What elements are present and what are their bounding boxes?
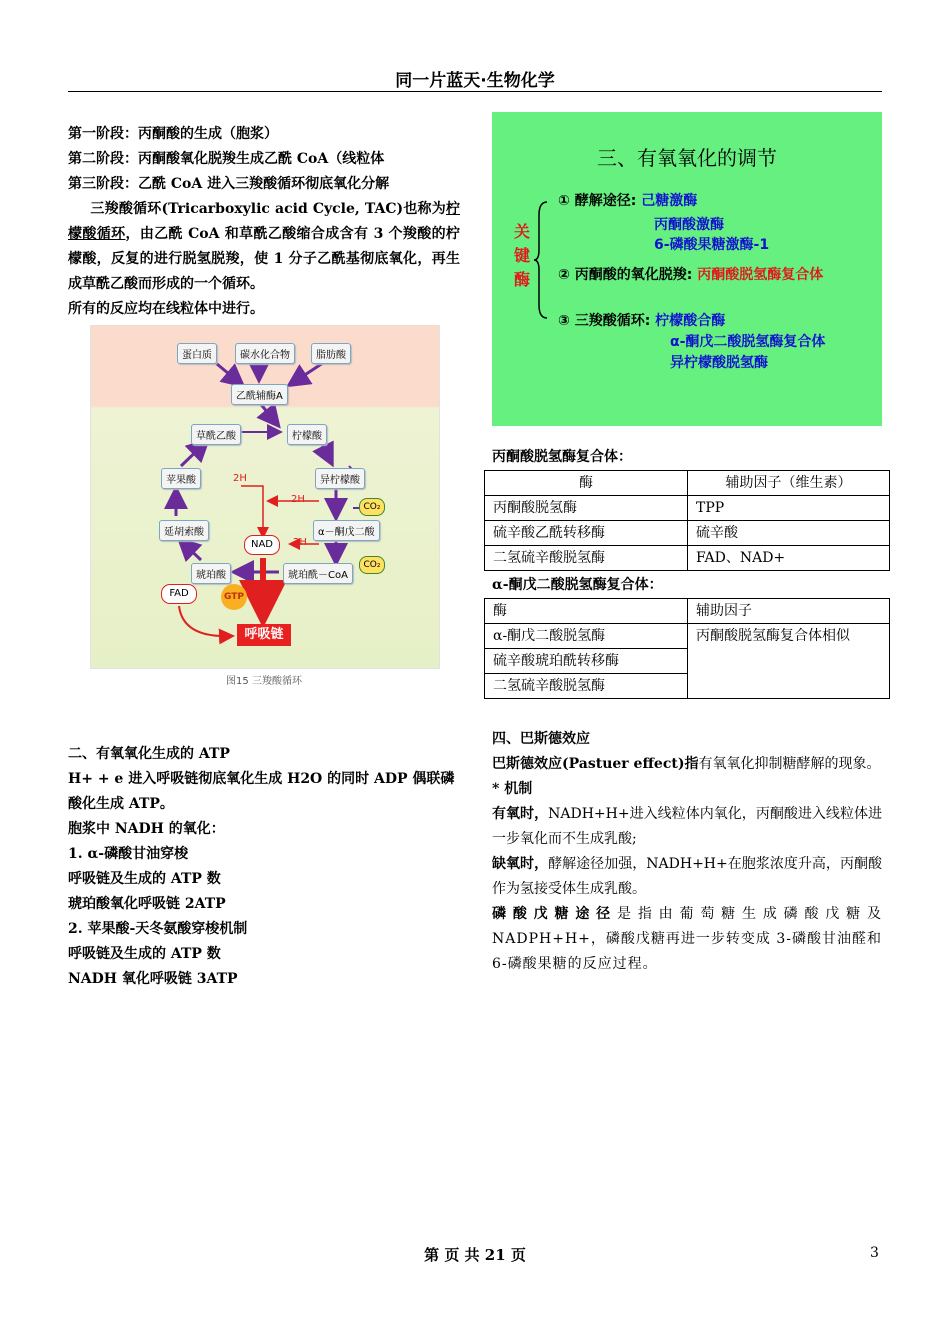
tac-paragraph	[68, 197, 460, 297]
anaerobic-text	[492, 852, 882, 902]
anaerobic-rest: 酵解途径加强，NADH+H+在胞浆浓度升高，丙酮酸作为氢接受体生成乳酸。	[492, 856, 883, 897]
aerobic-text	[492, 802, 882, 852]
table2-label: α-酮戊二酸脱氢酶复合体：	[492, 577, 663, 593]
reg-enzyme-hexokinase: 己糖激酶	[641, 193, 698, 209]
section-atp-line-5: 琥珀酸氧化呼吸链 2ATP	[68, 896, 226, 912]
table-header: 酶	[485, 599, 688, 624]
table-header: 辅助因子	[688, 599, 890, 624]
stage-3: 第三阶段：乙酰 CoA 进入三羧酸循环彻底氧化分解	[68, 176, 390, 192]
table-cell: 硫辛酸	[688, 521, 890, 546]
node-isocitrate: 异柠檬酸	[315, 468, 365, 489]
gtp-badge: GTP	[221, 584, 247, 610]
key-enzyme-char-2: 键	[514, 246, 531, 265]
aerobic-bold: 有氧时，	[492, 806, 549, 822]
section-atp-line-4: 呼吸链及生成的 ATP 数	[68, 871, 221, 887]
regulation-slide	[492, 112, 882, 426]
section-atp-line-8: NADH 氧化呼吸链 3ATP	[68, 971, 238, 987]
anaerobic-bold: 缺氧时，	[492, 856, 549, 872]
reg-enzyme-citrate-synthase: 柠檬酸合酶	[655, 313, 726, 329]
section-atp-line-3: 1. α-磷酸甘油穿梭	[68, 846, 189, 862]
reg-enzyme-pdh: 丙酮酸脱氢酶复合体	[697, 267, 824, 283]
reg-enzyme-pyruvate-kinase: 丙酮酸激酶	[654, 217, 724, 233]
brace-icon	[534, 200, 548, 320]
left-intro	[68, 122, 460, 322]
section-atp-line-7: 呼吸链及生成的 ATP 数	[68, 946, 221, 962]
tca-cycle-figure	[90, 325, 440, 669]
table-cell: 硫辛酸乙酰转移酶	[485, 521, 688, 546]
reg-row-1-label: ① 酵解途径:	[558, 193, 637, 209]
ppp-text	[492, 902, 882, 977]
label-fad: FAD	[161, 584, 197, 604]
respiratory-chain-box: 呼吸链	[237, 624, 291, 646]
co2-badge-2: CO₂	[359, 556, 385, 574]
reg-row-2	[558, 264, 823, 284]
stage-1: 第一阶段：丙酮酸的生成（胞浆）	[68, 126, 278, 142]
node-fatty-acid: 脂肪酸	[311, 343, 351, 364]
node-citrate: 柠檬酸	[287, 424, 327, 445]
reg-row-1	[558, 190, 697, 210]
mechanism-heading: * 机制	[492, 781, 533, 797]
ppp-rest: 是指由葡萄糖生成磷酸戊糖及NADPH+H+，磷酸戊糖再进一步转变成 3-磷酸甘油醛和 6-磷酸果糖的反应过程。	[492, 906, 882, 972]
page-header-title: 同一片蓝天·生物化学	[395, 71, 555, 91]
pdh-table	[484, 470, 890, 571]
table1-label: 丙酮酸脱氢酶复合体：	[492, 449, 632, 465]
co2-badge-1: CO₂	[359, 498, 385, 516]
figure-caption: 图15 三羧酸循环	[226, 676, 302, 687]
header-divider	[68, 91, 882, 92]
table-cell: α-酮戊二酸脱氢酶	[485, 624, 688, 649]
pasteur-definition	[492, 752, 882, 777]
table-cell: 丙酮酸脱氢酶	[485, 496, 688, 521]
tac-para-underlined: 柠檬酸循环	[68, 201, 460, 242]
table-cell: TPP	[688, 496, 890, 521]
table-header: 辅助因子（维生素）	[688, 471, 890, 496]
aerobic-rest: NADH+H+进入线粒体内氧化，丙酮酸进入线粒体进一步氧化而不生成乳酸;	[492, 806, 883, 847]
key-enzyme-char-3: 酶	[514, 270, 531, 289]
page-number: 3	[870, 1245, 879, 1261]
node-fumarate: 延胡索酸	[159, 520, 209, 541]
reg-enzyme-idh: 异柠檬酸脱氢酶	[670, 355, 768, 371]
ppp-bold: 磷酸戊糖途径	[492, 906, 617, 922]
key-enzyme-char-1: 关	[514, 222, 531, 241]
section-atp-title: 二、有氧氧化生成的 ATP	[68, 746, 230, 762]
table-cell: 二氢硫辛酸脱氢酶	[485, 674, 688, 699]
key-enzyme-label	[514, 220, 534, 292]
node-oxaloacetate: 草酰乙酸	[191, 424, 241, 445]
node-malate: 苹果酸	[161, 468, 201, 489]
reg-enzyme-akgdh: α-酮戊二酸脱氢酶复合体	[670, 334, 826, 350]
section-pasteur-title: 四、巴斯德效应	[492, 731, 590, 747]
node-succinyl-coa: 琥珀酰－CoA	[283, 563, 353, 584]
label-2h-1: 2H	[233, 473, 247, 484]
reg-enzyme-pfk1: 6-磷酸果糖激酶-1	[654, 237, 770, 253]
section-atp-line-2: 胞浆中 NADH 的氧化：	[68, 821, 225, 837]
tac-para-part1: 三羧酸循环(Tricarboxylic acid Cycle, TAC)也称为	[90, 201, 446, 217]
section-atp-line-1: H+ + e 进入呼吸链彻底氧化生成 H2O 的同时 ADP 偶联磷酸化生成 ATP。	[68, 771, 455, 812]
tac-location: 所有的反应均在线粒体中进行。	[68, 301, 264, 317]
tca-arrows	[91, 326, 439, 668]
label-2h-3: 2H	[293, 537, 307, 548]
node-succinate: 琥珀酸	[191, 563, 231, 584]
table-cell: FAD、NAD+	[688, 546, 890, 571]
label-nad: NAD	[244, 535, 280, 555]
table-row	[485, 471, 890, 496]
stage-2: 第二阶段：丙酮酸氧化脱羧生成乙酰 CoA（线粒体	[68, 151, 385, 167]
node-carbohydrate: 碳水化合物	[235, 343, 295, 364]
table-row	[485, 546, 890, 571]
node-protein: 蛋白质	[177, 343, 217, 364]
tac-para-part2: ，由乙酰 CoA 和草酰乙酸缩合成含有 3 个羧酸的柠檬酸，反复的进行脱氢脱羧，使 1 分子乙酰基彻底氧化，再生成草酰乙酸而形成的一个循环。	[68, 226, 460, 292]
reg-row-3	[558, 310, 725, 330]
regulation-title: 三、有氧氧化的调节	[597, 146, 777, 170]
section-pasteur	[492, 727, 882, 977]
page-footer: 第 页 共 21 页	[424, 1246, 526, 1264]
label-2h-2: 2H	[291, 494, 305, 505]
table-row	[485, 599, 890, 624]
table-cell: 二氢硫辛酸脱氢酶	[485, 546, 688, 571]
reg-row-2-label: ② 丙酮酸的氧化脱羧:	[558, 267, 693, 283]
table-cell: 硫辛酸琥珀酰转移酶	[485, 649, 688, 674]
table-row	[485, 521, 890, 546]
node-alpha-ketoglutarate: α－酮戊二酸	[313, 520, 380, 541]
akgdh-table	[484, 598, 890, 699]
node-acetyl-coa: 乙酰辅酶A	[231, 384, 288, 405]
reg-row-3-label: ③ 三羧酸循环:	[558, 313, 651, 329]
table-header: 酶	[485, 471, 688, 496]
section-atp	[68, 742, 460, 992]
pasteur-def-bold: 巴斯德效应(Pastuer effect)指	[492, 756, 699, 772]
table-cell-merged: 丙酮酸脱氢酶复合体相似	[688, 624, 890, 699]
pasteur-def-rest: 有氧氧化抑制糖酵解的现象。	[698, 756, 881, 772]
table-row	[485, 496, 890, 521]
table-row	[485, 624, 890, 649]
section-atp-line-6: 2. 苹果酸-天冬氨酸穿梭机制	[68, 921, 248, 937]
